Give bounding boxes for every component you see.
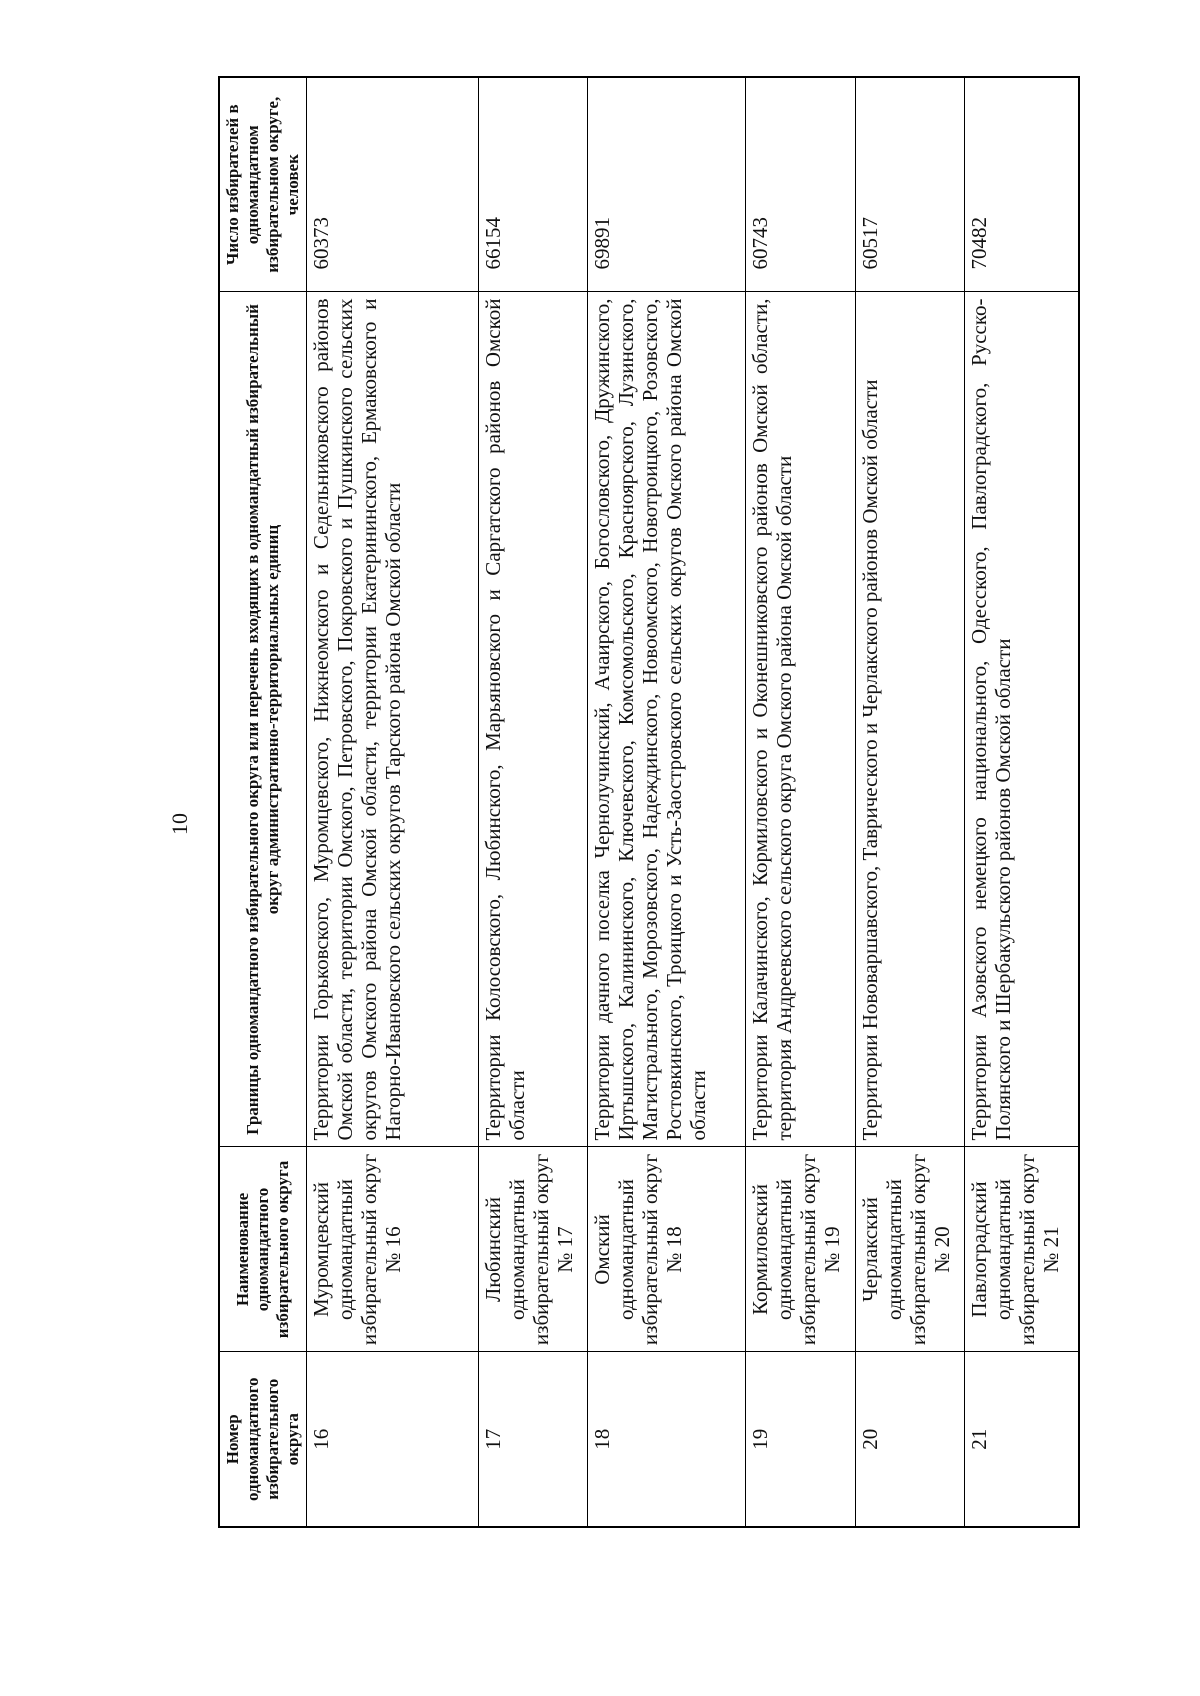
voter-count-cell: 69891 <box>588 77 746 292</box>
district-number-cell: 16 <box>307 1352 479 1527</box>
table-row <box>746 77 855 1527</box>
header-district-number: Номер одномандатного избирательного округа <box>219 1352 307 1527</box>
voter-count-cell: 60743 <box>746 77 855 292</box>
district-name-cell: Павлоградский одномандатный избирательный округ № 21 <box>964 1147 1079 1352</box>
electoral-districts-table <box>218 76 1080 1528</box>
district-boundaries-cell: Территории дачного поселка Чернолучинский, Ачаирского, Богословского, Дружинского, Иртышского, Калининского, Ключевского, Комсомольского, Красноярского, Лузинского, Магистрального, Морозовского, Надеждинского, Новоомского, Новотроицкого, Розовского, Ростовкинского, Троицкого и Усть-Заостровского сельских округов Омского района Омской области <box>588 292 746 1147</box>
district-boundaries-cell: Территории Калачинского, Кормиловского и Оконешниковского районов Омской области, территория Андреевского сельского округа Омского района Омской области <box>746 292 855 1147</box>
table-row <box>478 77 587 1527</box>
rotated-table-container <box>218 78 1080 1528</box>
table-row <box>588 77 746 1527</box>
district-name-cell: Любинский одномандатный избирательный округ № 17 <box>478 1147 587 1352</box>
district-number-cell: 20 <box>855 1352 964 1527</box>
district-name-cell: Омский одномандатный избирательный округ № 18 <box>588 1147 746 1352</box>
voter-count-cell: 70482 <box>964 77 1079 292</box>
district-name-cell: Кормиловский одномандатный избирательный округ № 19 <box>746 1147 855 1352</box>
district-number-cell: 19 <box>746 1352 855 1527</box>
district-boundaries-cell: Территории Горьковского, Муромцевского, Нижнеомского и Седельниковского районов Омской области, территории Омского, Петровского, Покровского и Пушкинского сельских округов Омского района Омской области, территории Екатерининского, Ермаковского и Нагорно-Ивановского сельских округов Тарского района Омской области <box>307 292 479 1147</box>
table-row <box>307 77 479 1527</box>
voter-count-cell: 66154 <box>478 77 587 292</box>
voter-count-cell: 60373 <box>307 77 479 292</box>
table-header-row <box>219 77 307 1527</box>
district-name-cell: Черлакский одномандатный избирательный округ № 20 <box>855 1147 964 1352</box>
voter-count-cell: 60517 <box>855 77 964 292</box>
page-number: 10 <box>167 813 192 835</box>
header-voter-count: Число избирателей в одномандатном избирательном округе, человек <box>219 77 307 292</box>
header-district-name: Наименование одномандатного избирательного округа <box>219 1147 307 1352</box>
district-number-cell: 17 <box>478 1352 587 1527</box>
district-name-cell: Муромцевский одномандатный избирательный округ № 16 <box>307 1147 479 1352</box>
district-boundaries-cell: Территории Азовского немецкого национального, Одесского, Павлоградского, Русско-Полянского и Шербакульского районов Омской области <box>964 292 1079 1147</box>
district-boundaries-cell: Территории Колосовского, Любинского, Марьяновского и Саргатского районов Омской области <box>478 292 587 1147</box>
header-district-boundaries: Границы одномандатного избирательного округа или перечень входящих в одномандатный избирательный округ административно-территориальных единиц <box>219 292 307 1147</box>
district-boundaries-cell: Территории Нововаршавского, Таврического и Черлакского районов Омской области <box>855 292 964 1147</box>
district-number-cell: 21 <box>964 1352 1079 1527</box>
table-row <box>964 77 1079 1527</box>
district-number-cell: 18 <box>588 1352 746 1527</box>
table-row <box>855 77 964 1527</box>
